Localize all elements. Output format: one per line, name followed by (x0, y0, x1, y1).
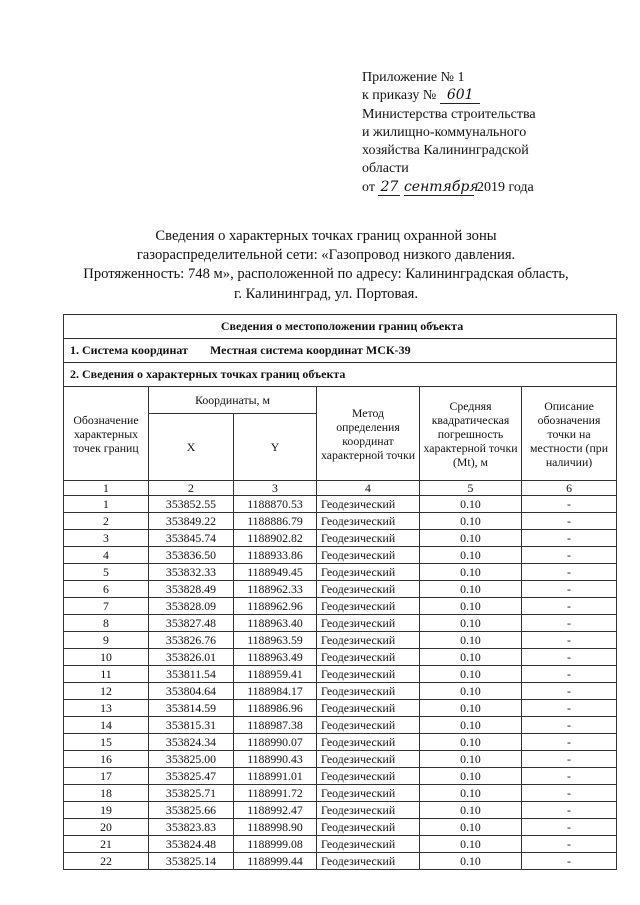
cell-y: 1188963.49 (234, 649, 317, 666)
cell-y: 1188999.08 (234, 836, 317, 853)
cell-description: - (522, 581, 617, 598)
order-number: 601 (440, 88, 480, 104)
col-accuracy-header: Средняя квадратическая погрешность характерной точки (Mt), м (420, 387, 522, 481)
cell-accuracy: 0.10 (420, 802, 522, 819)
cell-y: 1188986.96 (234, 700, 317, 717)
cell-description: - (522, 836, 617, 853)
cell-x: 353828.09 (149, 598, 234, 615)
cell-y: 1188962.96 (234, 598, 317, 615)
cell-x: 353804.64 (149, 683, 234, 700)
cell-y: 1188933.86 (234, 547, 317, 564)
cell-x: 353827.48 (149, 615, 234, 632)
cell-accuracy: 0.10 (420, 615, 522, 632)
ministry-line-1: Министерства строительства (362, 106, 536, 122)
cell-y: 1188962.33 (234, 581, 317, 598)
cell-x: 353826.76 (149, 632, 234, 649)
cell-method: Геодезический (317, 547, 420, 564)
cell-method: Геодезический (317, 717, 420, 734)
cell-point-number: 5 (64, 564, 149, 581)
coordinate-system-row (64, 339, 617, 363)
column-number: 5 (420, 481, 522, 496)
cell-description: - (522, 564, 617, 581)
cell-method: Геодезический (317, 496, 420, 513)
cell-description: - (522, 751, 617, 768)
title-line-4: г. Калининград, ул. Портовая. (234, 285, 418, 302)
cell-accuracy: 0.10 (420, 751, 522, 768)
col-description-header: Описание обозначения точки на местности (при наличии) (522, 387, 617, 481)
cell-description: - (522, 649, 617, 666)
cell-y: 1188987.38 (234, 717, 317, 734)
cell-point-number: 2 (64, 513, 149, 530)
cell-description: - (522, 819, 617, 836)
column-number: 4 (317, 481, 420, 496)
table-row (64, 853, 617, 870)
cell-point-number: 17 (64, 768, 149, 785)
cell-method: Геодезический (317, 751, 420, 768)
cell-accuracy: 0.10 (420, 649, 522, 666)
cell-description: - (522, 513, 617, 530)
table-row (64, 836, 617, 853)
cell-point-number: 14 (64, 717, 149, 734)
table-body (64, 496, 617, 870)
cell-description: - (522, 717, 617, 734)
cell-x: 353825.66 (149, 802, 234, 819)
table-row (64, 496, 617, 513)
cell-point-number: 15 (64, 734, 149, 751)
cell-y: 1188998.90 (234, 819, 317, 836)
table-row (64, 717, 617, 734)
cell-y: 1188963.59 (234, 632, 317, 649)
col-y-header: Y (234, 414, 317, 481)
cell-x: 353823.83 (149, 819, 234, 836)
order-prefix: к приказу № (362, 88, 437, 104)
cell-description: - (522, 547, 617, 564)
cell-description: - (522, 683, 617, 700)
cell-point-number: 10 (64, 649, 149, 666)
cell-y: 1188886.79 (234, 513, 317, 530)
table-row (64, 819, 617, 836)
cell-x: 353845.74 (149, 530, 234, 547)
cell-accuracy: 0.10 (420, 700, 522, 717)
cell-method: Геодезический (317, 734, 420, 751)
column-number: 3 (234, 481, 317, 496)
cell-x: 353825.71 (149, 785, 234, 802)
cell-description: - (522, 853, 617, 870)
cell-point-number: 7 (64, 598, 149, 615)
table-row (64, 598, 617, 615)
cell-accuracy: 0.10 (420, 683, 522, 700)
cell-y: 1188959.41 (234, 666, 317, 683)
cell-description: - (522, 632, 617, 649)
title-line-1: Сведения о характерных точках границ охранной зоны (155, 228, 497, 244)
cell-point-number: 4 (64, 547, 149, 564)
cell-method: Геодезический (317, 564, 420, 581)
title-line-3: Протяженность: 748 м», расположенной по адресу: Калининградская область, (83, 266, 569, 283)
cell-description: - (522, 785, 617, 802)
appendix-block (362, 69, 622, 197)
cell-accuracy: 0.10 (420, 564, 522, 581)
cell-x: 353849.22 (149, 513, 234, 530)
cell-point-number: 22 (64, 853, 149, 870)
cell-accuracy: 0.10 (420, 836, 522, 853)
cell-description: - (522, 734, 617, 751)
table-row (64, 666, 617, 683)
cell-accuracy: 0.10 (420, 598, 522, 615)
cell-point-number: 6 (64, 581, 149, 598)
boundary-points-table (63, 314, 617, 870)
cell-accuracy: 0.10 (420, 717, 522, 734)
cell-method: Геодезический (317, 683, 420, 700)
cell-x: 353826.01 (149, 649, 234, 666)
cell-accuracy: 0.10 (420, 496, 522, 513)
cell-method: Геодезический (317, 581, 420, 598)
cell-accuracy: 0.10 (420, 734, 522, 751)
date-line (362, 179, 622, 197)
column-number: 1 (64, 481, 149, 496)
cell-x: 353828.49 (149, 581, 234, 598)
cell-y: 1188999.44 (234, 853, 317, 870)
cell-description: - (522, 802, 617, 819)
cell-method: Геодезический (317, 785, 420, 802)
column-numbers-row (64, 481, 617, 496)
table-row (64, 564, 617, 581)
cell-x: 353814.59 (149, 700, 234, 717)
cell-description: - (522, 598, 617, 615)
order-line (362, 87, 622, 105)
cell-accuracy: 0.10 (420, 666, 522, 683)
cell-accuracy: 0.10 (420, 819, 522, 836)
cell-y: 1188963.40 (234, 615, 317, 632)
cell-point-number: 1 (64, 496, 149, 513)
cell-method: Геодезический (317, 598, 420, 615)
table-row (64, 751, 617, 768)
col-x-header: X (149, 414, 234, 481)
cell-point-number: 19 (64, 802, 149, 819)
col-coords-header: Координаты, м (149, 387, 317, 414)
ministry-line-2: и жилищно-коммунального (362, 124, 527, 140)
table-row (64, 530, 617, 547)
col-point-header: Обозначение характерных точек границ (64, 387, 149, 481)
title-line-2: газораспределительной сети: «Газопровод низкого давления. (136, 247, 516, 264)
table-row (64, 649, 617, 666)
date-month: сентября (403, 178, 479, 195)
ministry-line-4: области (362, 161, 409, 177)
cell-method: Геодезический (317, 530, 420, 547)
table-main-header: Сведения о местоположении границ объекта (64, 315, 617, 339)
cell-accuracy: 0.10 (420, 853, 522, 870)
cell-y: 1188991.01 (234, 768, 317, 785)
appendix-title: Приложение № 1 (362, 70, 465, 85)
cell-x: 353824.48 (149, 836, 234, 853)
cell-x: 353811.54 (149, 666, 234, 683)
table-row (64, 632, 617, 649)
cell-description: - (522, 615, 617, 632)
table-row (64, 615, 617, 632)
cell-description: - (522, 666, 617, 683)
col-method-header: Метод определения координат характерной точки (317, 387, 420, 481)
cell-x: 353825.47 (149, 768, 234, 785)
cell-point-number: 20 (64, 819, 149, 836)
coordinate-system-value: Местная система координат МСК-39 (209, 343, 411, 357)
coordinate-system-label: 1. Система координат (70, 343, 188, 357)
cell-x: 353832.33 (149, 564, 234, 581)
cell-y: 1188992.47 (234, 802, 317, 819)
table-row (64, 700, 617, 717)
document-title (40, 227, 612, 304)
cell-y: 1188990.43 (234, 751, 317, 768)
cell-accuracy: 0.10 (420, 768, 522, 785)
table-row (64, 547, 617, 564)
cell-point-number: 18 (64, 785, 149, 802)
table-row (64, 581, 617, 598)
table-row (64, 785, 617, 802)
boundary-points-table-wrap (63, 314, 617, 870)
cell-method: Геодезический (317, 513, 420, 530)
cell-x: 353852.55 (149, 496, 234, 513)
cell-x: 353825.00 (149, 751, 234, 768)
date-prefix: от (362, 179, 375, 195)
cell-description: - (522, 768, 617, 785)
date-suffix: 2019 года (476, 179, 534, 195)
cell-accuracy: 0.10 (420, 530, 522, 547)
cell-method: Геодезический (317, 853, 420, 870)
cell-method: Геодезический (317, 836, 420, 853)
ministry-line-3: хозяйства Калининградской (362, 143, 529, 159)
cell-point-number: 3 (64, 530, 149, 547)
table-row (64, 802, 617, 819)
cell-accuracy: 0.10 (420, 581, 522, 598)
cell-y: 1188984.17 (234, 683, 317, 700)
cell-x: 353815.31 (149, 717, 234, 734)
cell-point-number: 9 (64, 632, 149, 649)
cell-description: - (522, 530, 617, 547)
table-row (64, 734, 617, 751)
table-row (64, 683, 617, 700)
cell-method: Геодезический (317, 615, 420, 632)
cell-point-number: 12 (64, 683, 149, 700)
cell-point-number: 21 (64, 836, 149, 853)
cell-x: 353836.50 (149, 547, 234, 564)
cell-point-number: 13 (64, 700, 149, 717)
cell-y: 1188990.07 (234, 734, 317, 751)
cell-method: Геодезический (317, 768, 420, 785)
cell-accuracy: 0.10 (420, 513, 522, 530)
date-day: 27 (378, 180, 400, 196)
cell-point-number: 11 (64, 666, 149, 683)
cell-y: 1188949.45 (234, 564, 317, 581)
cell-point-number: 8 (64, 615, 149, 632)
cell-y: 1188870.53 (234, 496, 317, 513)
cell-description: - (522, 700, 617, 717)
cell-accuracy: 0.10 (420, 547, 522, 564)
cell-description: - (522, 496, 617, 513)
cell-method: Геодезический (317, 802, 420, 819)
cell-point-number: 16 (64, 751, 149, 768)
cell-method: Геодезический (317, 649, 420, 666)
cell-method: Геодезический (317, 632, 420, 649)
points-section-header: 2. Сведения о характерных точках границ объекта (64, 363, 617, 387)
cell-accuracy: 0.10 (420, 785, 522, 802)
column-number: 2 (149, 481, 234, 496)
cell-y: 1188902.82 (234, 530, 317, 547)
cell-accuracy: 0.10 (420, 632, 522, 649)
cell-x: 353824.34 (149, 734, 234, 751)
cell-x: 353825.14 (149, 853, 234, 870)
cell-method: Геодезический (317, 700, 420, 717)
table-row (64, 513, 617, 530)
cell-method: Геодезический (317, 666, 420, 683)
cell-y: 1188991.72 (234, 785, 317, 802)
cell-method: Геодезический (317, 819, 420, 836)
table-row (64, 768, 617, 785)
column-number: 6 (522, 481, 617, 496)
